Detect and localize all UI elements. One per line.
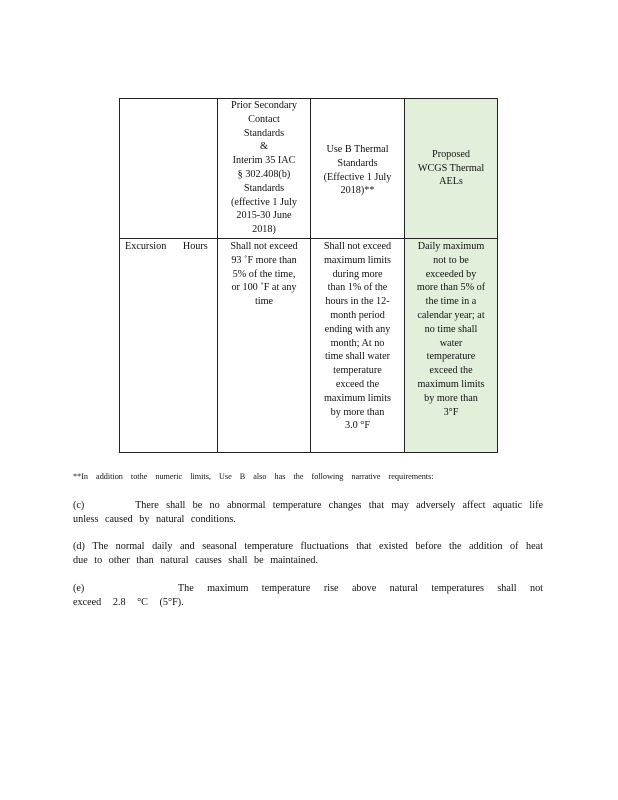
thermal-standards-table xyxy=(119,98,498,453)
use-b-value-line: than 1% of the xyxy=(327,282,388,294)
table-row xyxy=(120,239,498,453)
row-cell-prior xyxy=(218,239,311,453)
use-b-value-line: month; At no xyxy=(330,337,385,349)
proposed-aels-value-line: Daily maximum xyxy=(417,241,485,252)
prior-standards-header-line: & xyxy=(260,141,268,153)
use-b-value-line: maximum limits xyxy=(323,392,392,404)
header-cell-use-b-standards xyxy=(311,99,405,239)
use-b-header-line: Use B Thermal xyxy=(326,144,389,155)
prior-standards-header-line: Prior Secondary xyxy=(231,100,297,111)
proposed-aels-value-line: 3°F xyxy=(443,406,459,418)
paragraph-c: (c) There shall be no abnormal temperature changes that may adversely affect aquatic life unless caused by natural conditions. xyxy=(73,499,550,525)
prior-standards-header-line: Contact xyxy=(248,113,280,125)
use-b-header-line: (Effective 1 July xyxy=(323,171,392,183)
proposed-aels-value-line: more than 5% of xyxy=(416,282,486,294)
proposed-aels-value-line: the time in a xyxy=(425,296,477,308)
proposed-aels-value-line: calendar year; at xyxy=(417,309,485,321)
prior-standards-value-line: Shall not exceed xyxy=(230,241,298,252)
row-cell-use-b xyxy=(311,239,405,453)
proposed-aels-value-line: by more than xyxy=(424,392,478,404)
use-b-value-line: 3.0 °F xyxy=(344,420,371,432)
proposed-aels-value-line: not to be xyxy=(433,254,469,266)
prior-standards-value-line: or 100 ˚F at any xyxy=(231,282,297,294)
prior-standards-value-line: 93 ˚F more than xyxy=(231,254,297,266)
use-b-value-line: hours in the 12- xyxy=(325,296,390,308)
table-header-row xyxy=(120,99,498,239)
use-b-value-line: Shall not exceed xyxy=(323,241,392,252)
use-b-value-line: by more than xyxy=(330,406,385,418)
prior-standards-value-line: time xyxy=(254,296,274,308)
proposed-aels-value-line: exceed the xyxy=(429,365,473,377)
use-b-header-line: Standards xyxy=(337,157,378,169)
proposed-aels-value-line: temperature xyxy=(426,351,476,363)
use-b-value-line: maximum limits xyxy=(323,254,392,266)
prior-standards-value-line: 5% of the time, xyxy=(232,268,296,280)
prior-standards-header-line: (effective 1 July xyxy=(230,196,297,208)
use-b-value-line: during more xyxy=(332,268,383,280)
proposed-aels-header-line: AELs xyxy=(439,176,463,188)
footnote: **In addition tothe numeric limits, Use B also has the following narrative requirements: xyxy=(73,472,434,481)
proposed-aels-header-line: Proposed xyxy=(432,148,470,160)
use-b-value-line: temperature xyxy=(333,365,382,377)
row-label: Excursion Hours xyxy=(125,241,208,252)
proposed-aels-header-line: WCGS Thermal xyxy=(417,162,485,174)
proposed-aels-value-line: exceeded by xyxy=(425,268,477,280)
row-label-cell xyxy=(120,239,218,453)
prior-standards-header-line: § 302.408(b) xyxy=(237,168,291,180)
proposed-aels-value-line: maximum limits xyxy=(417,378,485,390)
row-cell-proposed xyxy=(405,239,498,453)
prior-standards-header-line: 2015-30 June xyxy=(236,210,292,222)
use-b-value-line: month period xyxy=(330,309,385,321)
paragraph-d: (d) The normal daily and seasonal temperature fluctuations that existed before the addition of heat due to other than natural causes shall be maintained. xyxy=(73,541,543,567)
narrative-notes xyxy=(73,470,555,624)
use-b-value-line: time shall water xyxy=(324,351,391,363)
header-cell-empty xyxy=(120,99,218,239)
prior-standards-header-line: Standards xyxy=(243,127,285,139)
prior-standards-header-line: Standards xyxy=(243,182,285,194)
proposed-aels-value-line: no time shall xyxy=(424,323,478,335)
prior-standards-header-line: Interim 35 IAC xyxy=(232,155,296,167)
use-b-value-line: ending with any xyxy=(324,323,391,335)
paragraph-e: (e) The maximum temperature rise above natural temperatures shall not exceed 2.8 °C (5°F). xyxy=(73,582,555,608)
proposed-aels-value-line: water xyxy=(439,337,463,349)
use-b-header-line: 2018)** xyxy=(340,185,375,197)
use-b-value-line: exceed the xyxy=(335,378,380,390)
header-cell-prior-standards xyxy=(218,99,311,239)
prior-standards-header-line: 2018) xyxy=(252,224,276,236)
header-cell-proposed-aels xyxy=(405,99,498,239)
